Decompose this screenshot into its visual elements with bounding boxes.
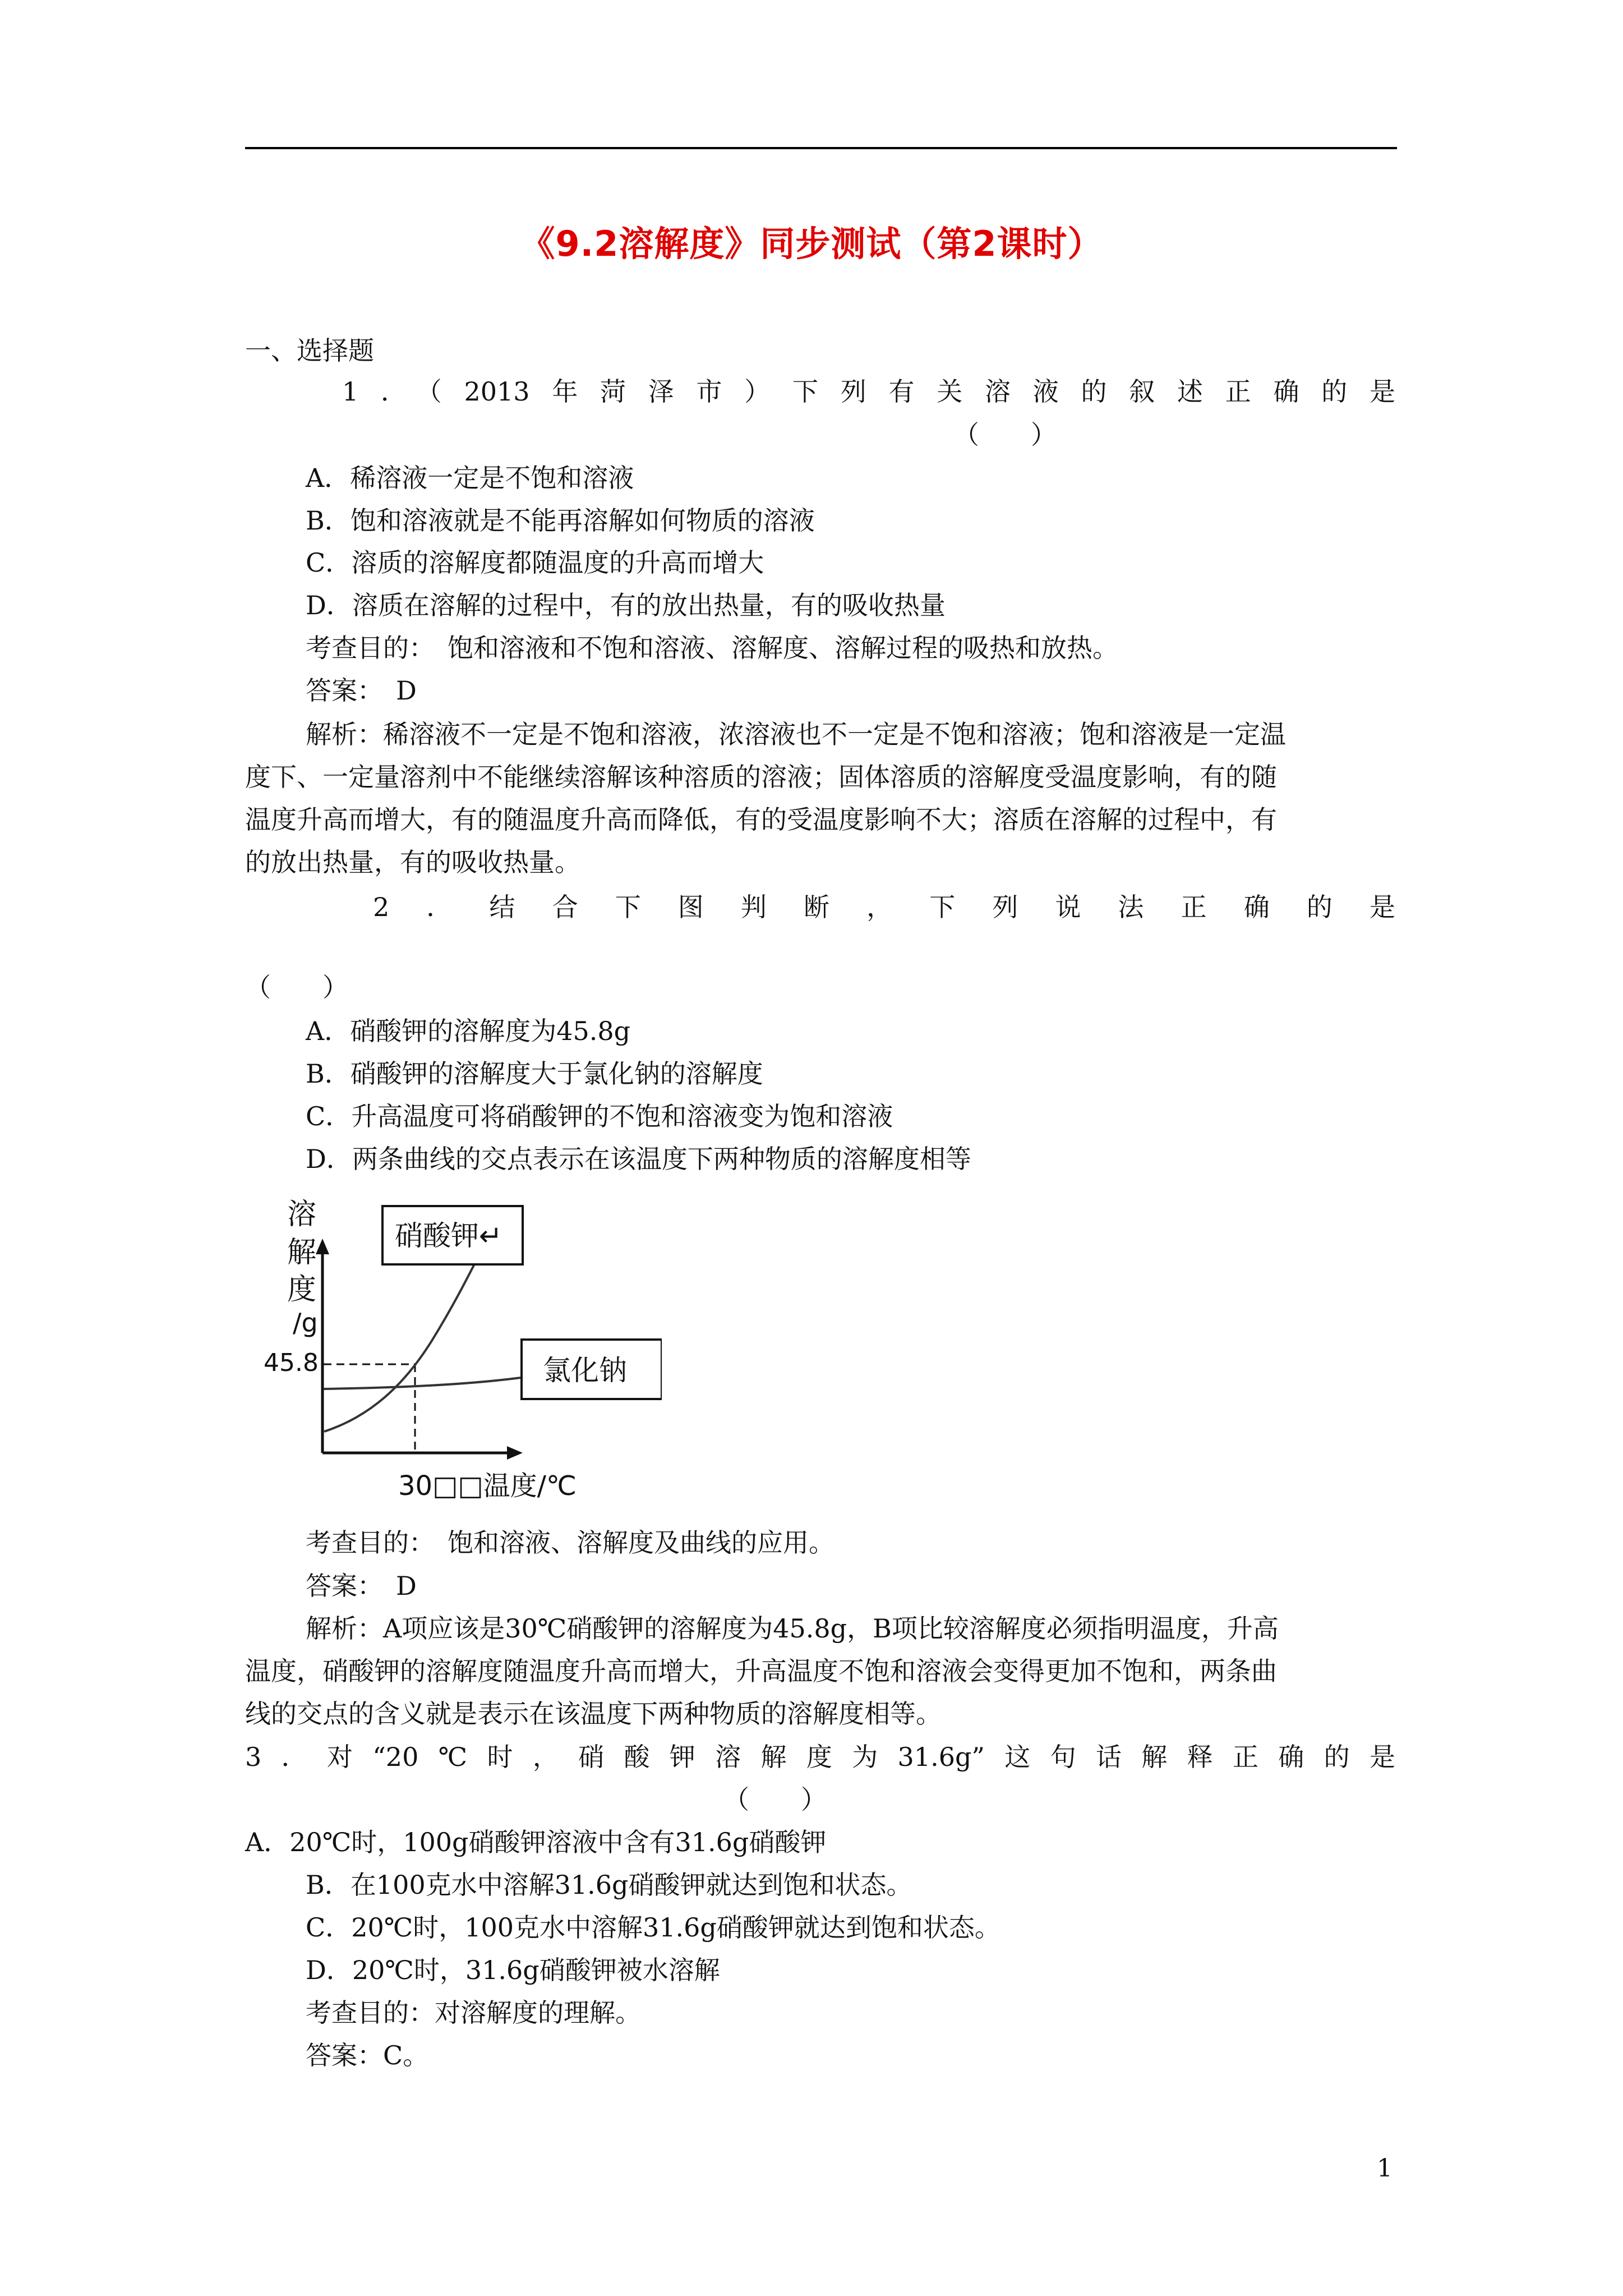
y-axis-label-char: 度 xyxy=(287,1273,317,1306)
section-heading: 一、选择题 xyxy=(245,335,374,366)
header-rule xyxy=(245,147,1397,149)
q1-option-b: B．饱和溶液就是不能再溶解如何物质的溶液 xyxy=(306,505,815,536)
q1-answer: 答案： D xyxy=(306,675,417,706)
q2-option-a: A．硝酸钾的溶解度为45.8g xyxy=(306,1016,631,1046)
x-axis-label: 30□□温度/℃ xyxy=(398,1470,577,1502)
y-value-label: 45.8 xyxy=(264,1349,319,1377)
q2-analysis-line: 线的交点的含义就是表示在该温度下两种物质的溶解度相等。 xyxy=(245,1699,942,1729)
q1-analysis-line: 解析：稀溶液不一定是不饱和溶液，浓溶液也不一定是不饱和溶液；饱和溶液是一定温 xyxy=(306,719,1286,749)
page-number: 1 xyxy=(1377,2154,1393,2183)
q2-analysis-line: 解析：A项应该是30℃硝酸钾的溶解度为45.8g，B项比较溶解度必须指明温度，升高 xyxy=(306,1613,1279,1644)
q1-analysis-line: 度下、一定量溶剂中不能继续溶解该种溶质的溶液；固体溶质的溶解度受温度影响，有的随 xyxy=(245,762,1277,792)
q3-option-a: A．20℃时，100g硝酸钾溶液中含有31.6g硝酸钾 xyxy=(245,1827,827,1857)
nacl-curve xyxy=(324,1378,520,1389)
page-title: 《9.2溶解度》同步测试（第2课时） xyxy=(520,223,1103,264)
q2-objective: 考查目的： 饱和溶液、溶解度及曲线的应用。 xyxy=(306,1527,834,1558)
q2-option-d: D．两条曲线的交点表示在该温度下两种物质的溶解度相等 xyxy=(306,1144,971,1174)
q3-answer-paren: （ ） xyxy=(723,1784,827,1815)
q1-option-c: C．溶质的溶解度都随温度的升高而增大 xyxy=(306,547,764,578)
q1-answer-paren: （ ） xyxy=(953,420,1057,450)
y-axis-label-char: /g xyxy=(293,1308,318,1338)
q1-analysis-line: 的放出热量，有的吸收热量。 xyxy=(245,847,580,877)
q2-stem: 2．结合下图判断，下列说法正确的是 xyxy=(373,892,1395,922)
q1-option-a: A．稀溶液一定是不饱和溶液 xyxy=(306,463,634,493)
x-axis-arrow xyxy=(507,1446,523,1460)
kno3-label: 硝酸钾↵ xyxy=(395,1220,502,1252)
y-axis-arrow xyxy=(316,1239,329,1254)
q2-answer: 答案： D xyxy=(306,1571,417,1601)
q1-stem: 1．（2013年菏泽市）下列有关溶液的叙述正确的是 xyxy=(342,376,1395,407)
kno3-curve xyxy=(324,1251,481,1432)
q1-option-d: D．溶质在溶解的过程中，有的放出热量，有的吸收热量 xyxy=(306,590,946,620)
q3-answer: 答案：C。 xyxy=(306,2040,429,2070)
q2-answer-paren: （ ） xyxy=(245,972,348,1002)
y-axis-label-char: 解 xyxy=(287,1236,317,1269)
q1-analysis-line: 温度升高而增大，有的随温度升高而降低，有的受温度影响不大；溶质在溶解的过程中，有 xyxy=(245,804,1277,835)
q2-option-c: C．升高温度可将硝酸钾的不饱和溶液变为饱和溶液 xyxy=(306,1101,893,1131)
q3-option-b: B．在100克水中溶解31.6g硝酸钾就达到饱和状态。 xyxy=(306,1870,912,1900)
q3-option-c: C．20℃时，100克水中溶解31.6g硝酸钾就达到饱和状态。 xyxy=(306,1912,1000,1943)
q3-stem: 3．对“20℃时，硝酸钾溶解度为31.6g”这句话解释正确的是 xyxy=(245,1742,1395,1772)
solubility-figure xyxy=(247,1189,662,1503)
y-axis-label-char: 溶 xyxy=(287,1198,317,1231)
q3-option-d: D．20℃时，31.6g硝酸钾被水溶解 xyxy=(306,1955,720,1985)
q1-objective: 考查目的： 饱和溶液和不饱和溶液、溶解度、溶解过程的吸热和放热。 xyxy=(306,633,1118,663)
q2-option-b: B．硝酸钾的溶解度大于氯化钠的溶解度 xyxy=(306,1059,763,1089)
nacl-label: 氯化钠 xyxy=(543,1354,627,1387)
q3-objective: 考查目的：对溶解度的理解。 xyxy=(306,1998,641,2028)
q2-analysis-line: 温度，硝酸钾的溶解度随温度升高而增大，升高温度不饱和溶液会变得更加不饱和，两条曲 xyxy=(245,1656,1277,1686)
